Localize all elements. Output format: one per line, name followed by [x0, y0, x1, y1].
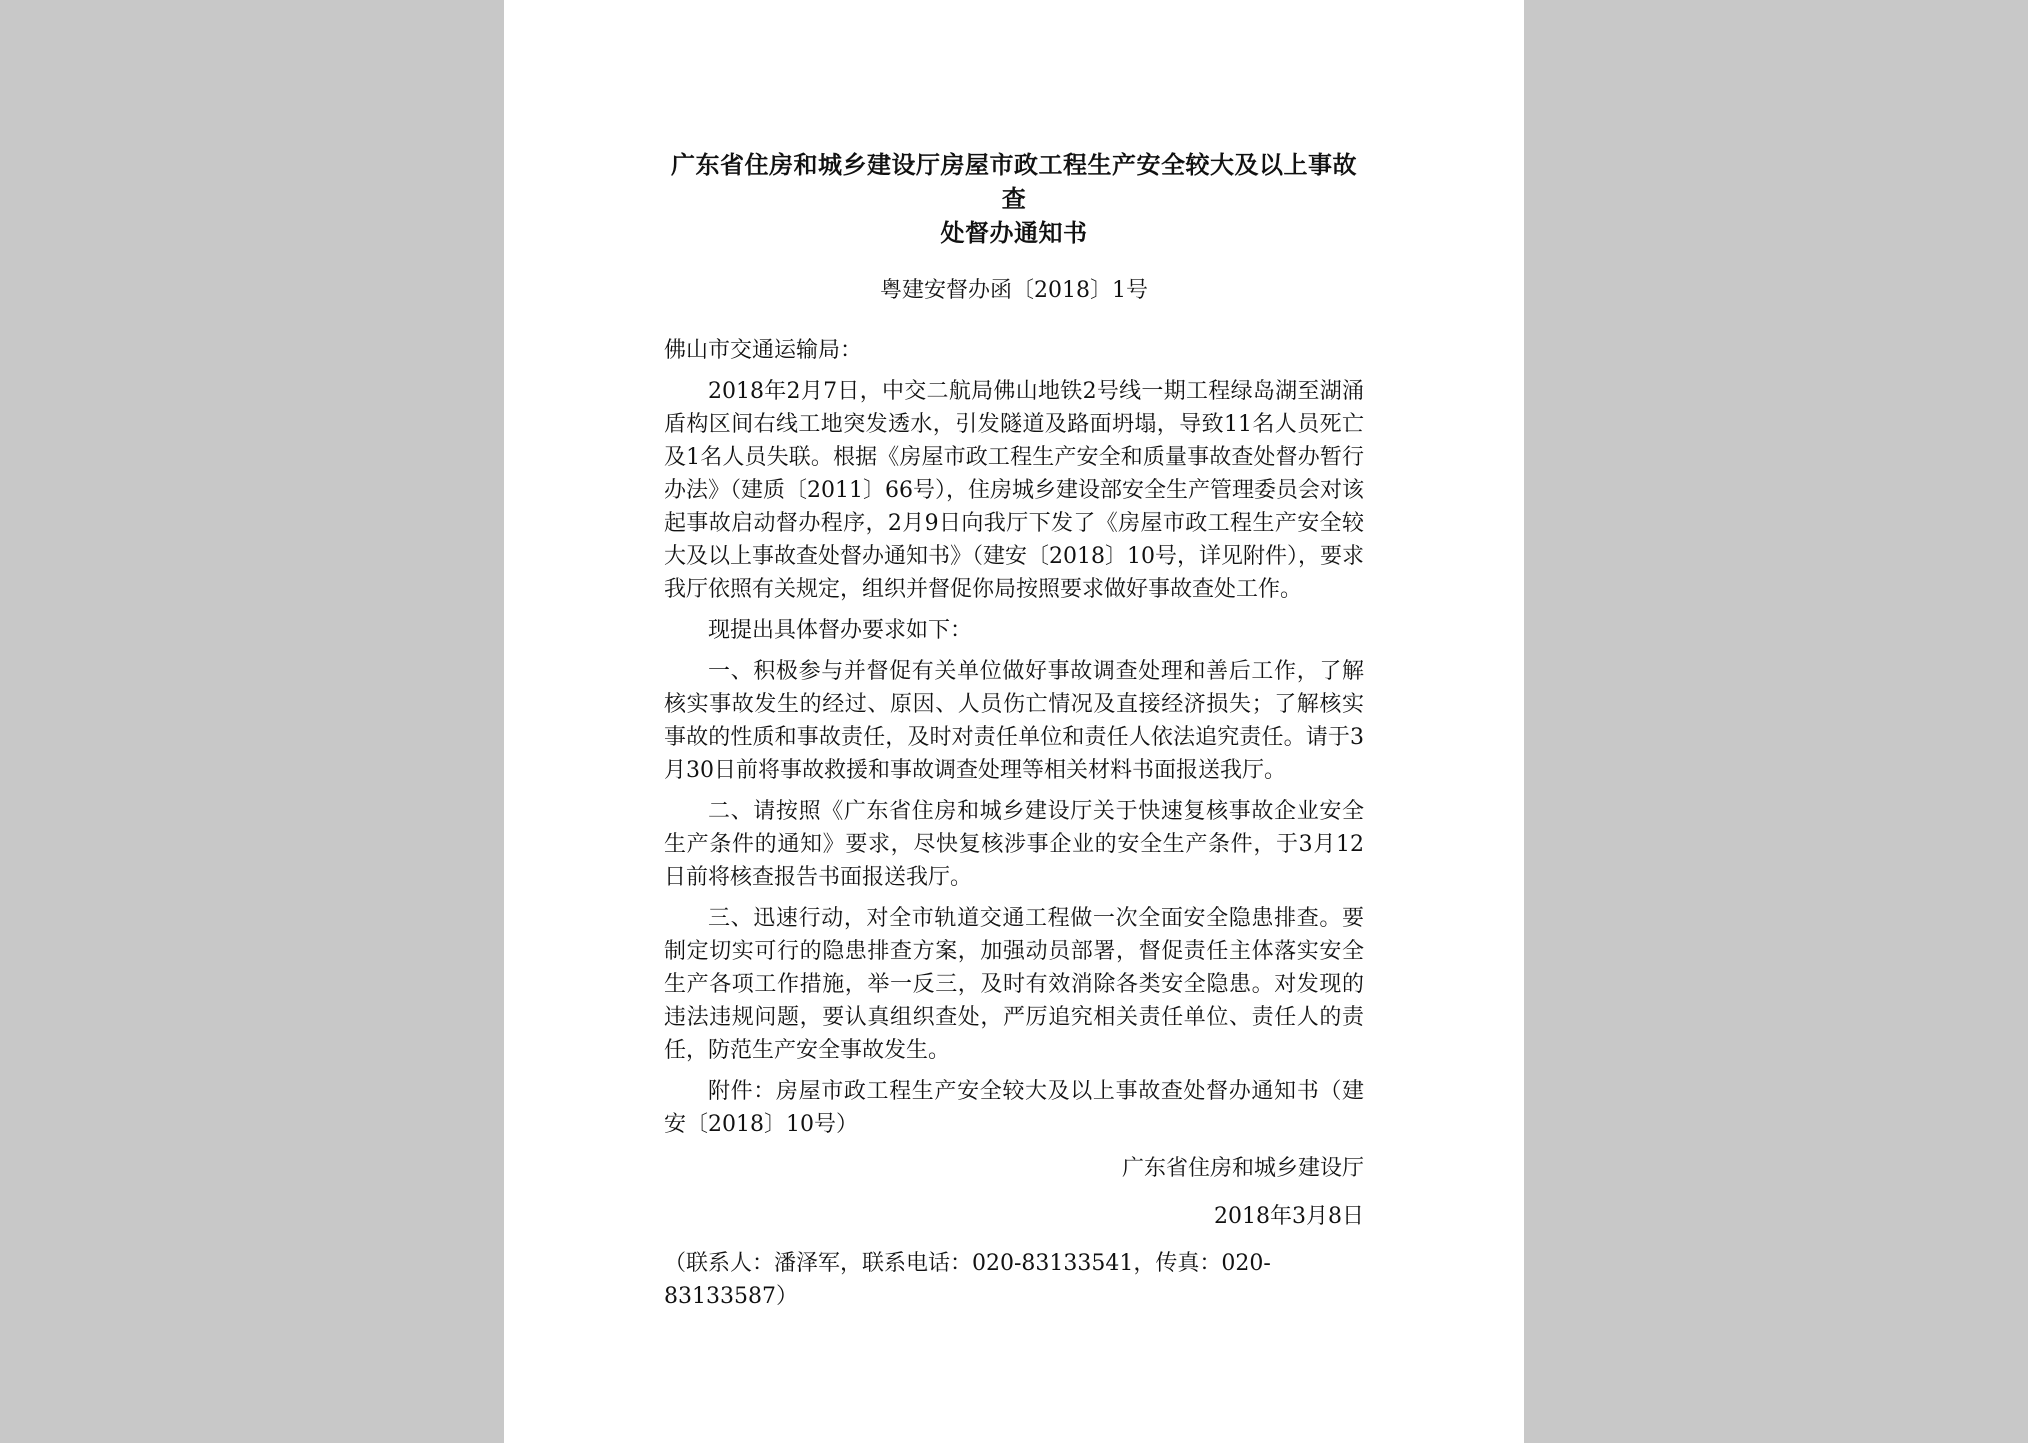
paragraph-requirement-1: 一、积极参与并督促有关单位做好事故调查处理和善后工作，了解核实事故发生的经过、原因、人员伤亡情况及直接经济损失；了解核实事故的性质和事故责任，及时对责任单位和责任人依法追究责任。请于3月30日前将事故救援和事故调查处理等相关材料书面报送我厅。: [664, 659, 1364, 783]
paragraph-requirement-2: 二、请按照《广东省住房和城乡建设厅关于快速复核事故企业安全生产条件的通知》要求，尽快复核涉事企业的安全生产条件，于3月12日前将核查报告书面报送我厅。: [664, 799, 1364, 890]
paragraph-background: 2018年2月7日，中交二航局佛山地铁2号线一期工程绿岛湖至湖涌盾构区间右线工地突发透水，引发隧道及路面坍塌，导致11名人员死亡及1名人员失联。根据《房屋市政工程生产安全和质量事故查处督办暂行办法》（建质〔2011〕66号），住房城乡建设部安全生产管理委员会对该起事故启动督办程序，2月9日向我厅下发了《房屋市政工程生产安全较大及以上事故查处督办通知书》（建安〔2018〕10号，详见附件），要求我厅依照有关规定，组织并督促你局按照要求做好事故查处工作。: [664, 379, 1364, 602]
document-body: [664, 334, 1364, 1313]
signature-date: 2018年3月8日: [1214, 1204, 1364, 1229]
paragraph-requirement-3: 三、迅速行动，对全市轨道交通工程做一次全面安全隐患排查。要制定切实可行的隐患排查方案，加强动员部署，督促责任主体落实安全生产各项工作措施，举一反三，及时有效消除各类安全隐患。对发现的违法违规问题，要认真组织查处，严厉追究相关责任单位、责任人的责任，防范生产安全事故发生。: [664, 906, 1364, 1063]
signature-organization: 广东省住房和城乡建设厅: [1121, 1156, 1364, 1181]
document-number: 粤建安督办函〔2018〕1号: [880, 278, 1148, 303]
paragraph-attachment: 附件：房屋市政工程生产安全较大及以上事故查处督办通知书（建安〔2018〕10号）: [664, 1079, 1364, 1137]
contact-info: （联系人：潘泽军，联系电话：020-83133541，传真：020-83133587）: [664, 1251, 1271, 1309]
paragraph-intro-requirements: 现提出具体督办要求如下：: [708, 618, 973, 643]
document-page: [504, 0, 1524, 1443]
salutation: 佛山市交通运输局：: [664, 338, 863, 363]
document-title: 广东省住房和城乡建设厅房屋市政工程生产安全较大及以上事故查 处督办通知书: [671, 150, 1357, 247]
